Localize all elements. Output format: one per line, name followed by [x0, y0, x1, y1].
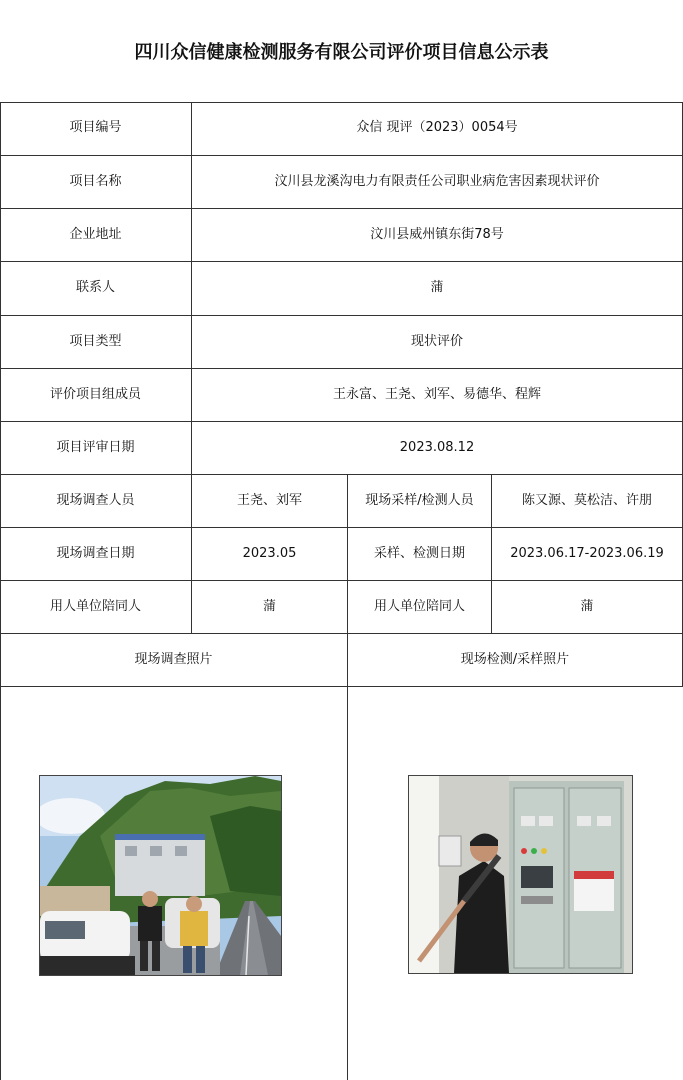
value-sampling-staff: 陈又源、莫松洁、许朋 [492, 475, 683, 528]
sampling-photo-header: 现场检测/采样照片 [348, 634, 683, 687]
survey-photo [39, 775, 282, 976]
page-title: 四川众信健康检测服务有限公司评价项目信息公示表 [134, 42, 549, 63]
survey-photo-image [40, 776, 281, 975]
label-escort: 用人单位陪同人 [0, 581, 192, 634]
sampling-photo-image [409, 776, 632, 973]
label-contact: 联系人 [0, 262, 192, 316]
survey-photo-header: 现场调查照片 [0, 634, 348, 687]
value-sampling-date: 2023.06.17-2023.06.19 [492, 528, 683, 581]
label-survey-date: 现场调查日期 [0, 528, 192, 581]
label-sampling-staff: 现场采样/检测人员 [348, 475, 492, 528]
value-members: 王永富、王尧、刘军、易德华、程辉 [192, 369, 683, 422]
value-contact: 蒲 [192, 262, 683, 316]
value-survey-staff: 王尧、刘军 [192, 475, 348, 528]
value-review-date: 2023.08.12 [192, 422, 683, 475]
label-sampling-date: 采样、检测日期 [348, 528, 492, 581]
label-survey-staff: 现场调查人员 [0, 475, 192, 528]
value-escort: 蒲 [192, 581, 348, 634]
value-survey-date: 2023.05 [192, 528, 348, 581]
sampling-photo [408, 775, 633, 974]
value-address: 汶川县威州镇东街78号 [192, 209, 683, 262]
label-escort-2: 用人单位陪同人 [348, 581, 492, 634]
label-project-name: 项目名称 [0, 156, 192, 209]
value-project-no: 众信 现评（2023）0054号 [192, 102, 683, 156]
label-address: 企业地址 [0, 209, 192, 262]
value-escort-2: 蒲 [492, 581, 683, 634]
value-project-name: 汶川县龙溪沟电力有限责任公司职业病危害因素现状评价 [192, 156, 683, 209]
label-review-date: 项目评审日期 [0, 422, 192, 475]
label-project-no: 项目编号 [0, 102, 192, 156]
value-project-type: 现状评价 [192, 316, 683, 369]
label-project-type: 项目类型 [0, 316, 192, 369]
label-members: 评价项目组成员 [0, 369, 192, 422]
